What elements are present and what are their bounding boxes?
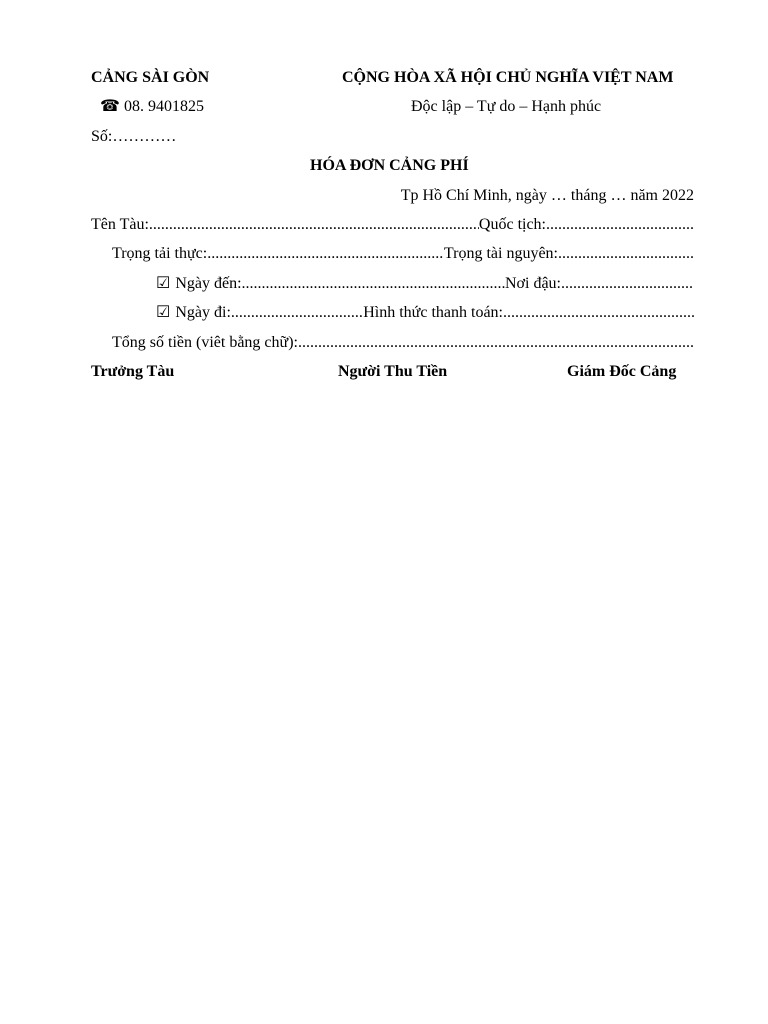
document-title: HÓA ĐƠN CẢNG PHÍ	[310, 157, 469, 174]
phone-icon: ☎	[100, 98, 120, 115]
arrival-check-icon[interactable]: ☑	[156, 275, 171, 292]
berth-label: Nơi đậu:	[504, 275, 561, 292]
ship-name-blank[interactable]	[149, 214, 479, 236]
total-row	[112, 332, 694, 354]
national-motto: Độc lập – Tự do – Hạnh phúc	[411, 98, 602, 115]
phone-number: 08. 9401825	[123, 98, 204, 115]
org-name: CẢNG SÀI GÒN	[91, 69, 210, 86]
phone-line	[100, 96, 204, 118]
gross-load-label: Trọng tài nguyên:	[443, 245, 558, 262]
country-name: CỘNG HÒA XÃ HỘI CHỦ NGHĨA VIỆT NAM	[342, 69, 674, 86]
departure-date-label: Ngày đi:	[175, 304, 231, 321]
ship-name-label: Tên Tàu:	[91, 216, 149, 233]
total-words-blank[interactable]	[298, 332, 694, 354]
berth-blank[interactable]	[561, 273, 694, 295]
signature-cashier: Người Thu Tiền	[338, 363, 448, 380]
payment-method-blank[interactable]	[503, 302, 694, 324]
departure-row	[156, 302, 694, 324]
total-words-label: Tổng số tiền (viêt bằng chữ):	[112, 334, 298, 351]
signature-director: Giám Đốc Cảng	[567, 363, 677, 380]
load-row	[112, 243, 694, 265]
payment-method-label: Hình thức thanh toán:	[363, 304, 503, 321]
ship-info-row	[91, 214, 694, 236]
actual-load-label: Trọng tải thực:	[112, 245, 208, 262]
place-date: Tp Hồ Chí Minh, ngày … tháng … năm 2022	[400, 187, 694, 204]
arrival-row	[156, 273, 694, 295]
departure-check-icon[interactable]: ☑	[156, 304, 171, 321]
document-number: Số:…………	[91, 128, 177, 145]
arrival-date-label: Ngày đến:	[175, 275, 242, 292]
gross-load-blank[interactable]	[558, 243, 694, 265]
actual-load-blank[interactable]	[207, 243, 444, 265]
departure-date-blank[interactable]	[231, 302, 363, 324]
signature-captain: Trưởng Tàu	[91, 363, 175, 380]
nationality-blank[interactable]	[546, 214, 694, 236]
arrival-date-blank[interactable]	[242, 273, 505, 295]
nationality-label: Quốc tịch:	[478, 216, 546, 233]
